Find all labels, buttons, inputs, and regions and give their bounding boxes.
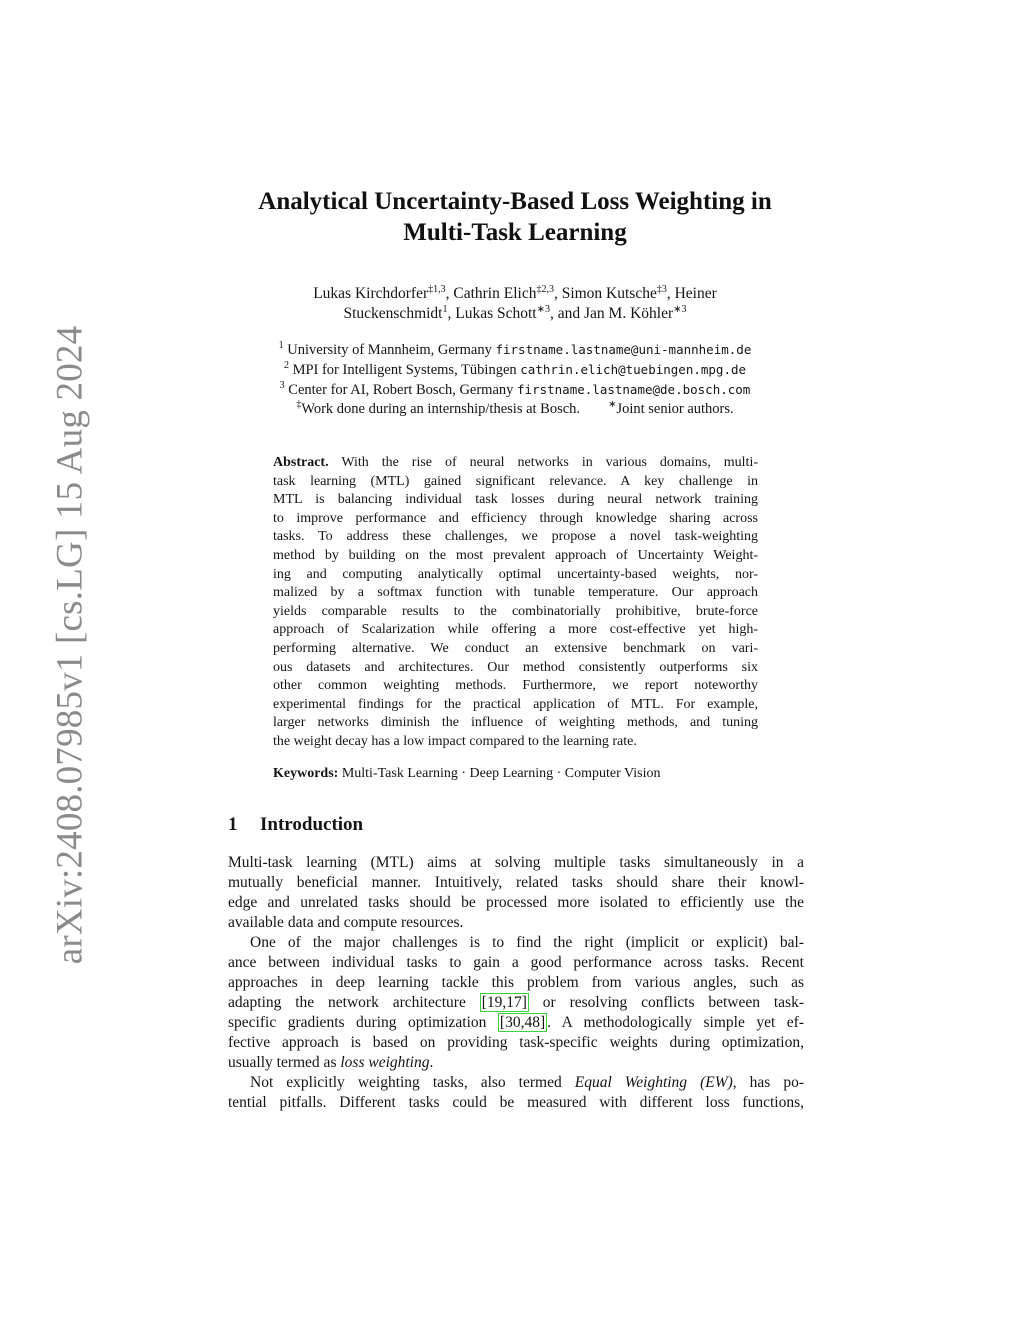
- body-line: approaches in deep learning tackle this problem from various angles, such as: [228, 974, 804, 991]
- keywords-text: Multi-Task Learning · Deep Learning · Computer Vision: [338, 766, 661, 781]
- abstract-line: performing alternative. We conduct an extensive benchmark on vari-: [273, 640, 758, 656]
- joint-authors-note: Joint senior authors.: [616, 401, 734, 417]
- section-title: Introduction: [260, 814, 364, 835]
- abstract-line: MTL is balancing individual task losses during neural network training: [273, 492, 758, 508]
- author-name: Lukas Kirchdorfer: [313, 285, 429, 302]
- body-line: adapting the network architecture [19,17] or resolving conflicts between task-: [228, 994, 804, 1011]
- title-line: Multi-Task Learning: [403, 219, 627, 246]
- paper-title: [200, 186, 830, 248]
- abstract: [273, 454, 758, 752]
- citation-link[interactable]: [19,17]: [481, 994, 527, 1011]
- abstract-line: task learning (MTL) gained significant relevance. A key challenge in: [273, 473, 758, 489]
- emphasis-term: loss weighting: [340, 1054, 430, 1071]
- author-notes: [230, 400, 800, 419]
- affiliation-email[interactable]: cathrin.elich@tuebingen.mpg.de: [520, 362, 747, 377]
- body-line: Multi-task learning (MTL) aims at solving multiple tasks simultaneously in a: [228, 854, 804, 871]
- affiliation-text: Center for AI, Robert Bosch, Germany: [284, 382, 518, 398]
- author-affil-mark: 1: [442, 303, 448, 315]
- section-number: 1: [228, 814, 238, 835]
- body-line: mutually beneficial manner. Intuitively, related tasks should share their knowl-: [228, 874, 804, 891]
- abstract-line: ing and computing analytically optimal uncertainty-based weights, nor-: [273, 566, 758, 582]
- note-mark: ‡: [296, 399, 302, 411]
- author-name: , Cathrin Elich: [445, 285, 537, 302]
- body-line: usually termed as loss weighting.: [228, 1054, 434, 1071]
- author-affil-mark: ‡2,3: [536, 283, 554, 295]
- body-line: ance between individual tasks to gain a good performance across tasks. Recent: [228, 954, 804, 971]
- author-line: [240, 304, 790, 324]
- affiliation-email[interactable]: firstname.lastname@de.bosch.com: [517, 382, 751, 397]
- author-line: [240, 284, 790, 304]
- keywords-label: Keywords:: [273, 766, 339, 781]
- author-name: , Lukas Schott: [447, 305, 537, 322]
- affiliation-line: [230, 340, 800, 360]
- body-line: fective approach is based on providing task-specific weights during optimization,: [228, 1034, 804, 1051]
- abstract-line: other common weighting methods. Furthermore, we report noteworthy: [273, 678, 758, 694]
- affiliation-line: [230, 380, 800, 400]
- abstract-line: approach of Scalarization while offering a more cost-effective yet high-: [273, 622, 758, 638]
- author-list: [240, 284, 790, 324]
- affiliation-list: [230, 340, 800, 419]
- note-mark: ∗: [608, 399, 617, 411]
- abstract-line: method by building on the most prevalent approach of Uncertainty Weight-: [273, 547, 758, 563]
- keywords: [273, 765, 773, 783]
- body-line: tential pitfalls. Different tasks could be measured with different loss functions,: [228, 1094, 804, 1111]
- internship-note: Work done during an internship/thesis at Bosch.: [301, 401, 581, 417]
- abstract-line: tasks. To address these challenges, we propose a novel task-weighting: [273, 529, 758, 545]
- author-affil-mark: ∗3: [673, 303, 687, 315]
- affiliation-mark: 1: [278, 340, 284, 352]
- title-line: Analytical Uncertainty-Based Loss Weighting in: [258, 188, 772, 215]
- affiliation-text: MPI for Intelligent Systems, Tübingen: [288, 362, 521, 378]
- author-name: Stuckenschmidt: [343, 305, 443, 322]
- abstract-label: Abstract.: [273, 455, 329, 470]
- author-name: , Simon Kutsche: [553, 285, 657, 302]
- affiliation-text: University of Mannheim, Germany: [283, 342, 496, 358]
- body-line: Not explicitly weighting tasks, also termed Equal Weighting (EW), has po-: [250, 1074, 805, 1091]
- body-text: [228, 853, 804, 1113]
- abstract-line: malized by a softmax function with tunable temperature. Our approach: [273, 585, 758, 601]
- citation-link[interactable]: [30,48]: [499, 1014, 546, 1031]
- body-line: available data and compute resources.: [228, 914, 464, 931]
- abstract-line: ous datasets and architectures. Our method consistently outperforms six: [273, 659, 758, 675]
- author-name: , Heiner: [666, 285, 717, 302]
- abstract-line: larger networks diminish the influence of weighting methods, and tuning: [273, 715, 758, 731]
- abstract-line: the weight decay has a low impact compared to the learning rate.: [273, 733, 637, 749]
- arxiv-identifier-stamp: arXiv:2408.07985v1 [cs.LG] 15 Aug 2024: [49, 325, 91, 965]
- body-line: One of the major challenges is to find the right (implicit or explicit) bal-: [250, 934, 804, 951]
- author-affil-mark: ∗3: [536, 303, 551, 315]
- emphasis-term: Equal Weighting (EW): [574, 1074, 733, 1091]
- section-heading: [228, 814, 363, 836]
- abstract-line: experimental findings for the practical application of MTL. For example,: [273, 696, 758, 712]
- body-line: edge and unrelated tasks should be processed more isolated to efficiently use the: [228, 894, 804, 911]
- affiliation-email[interactable]: firstname.lastname@uni-mannheim.de: [495, 342, 752, 357]
- affiliation-line: [230, 360, 800, 380]
- author-affil-mark: ‡3: [656, 283, 667, 295]
- affiliation-mark: 3: [279, 380, 285, 392]
- author-affil-mark: ‡1,3: [428, 283, 446, 295]
- abstract-line: yields comparable results to the combinatorially prohibitive, brute-force: [273, 603, 758, 619]
- abstract-line: to improve performance and efficiency through knowledge sharing across: [273, 510, 758, 526]
- abstract-text: With the rise of neural networks in various domains, multi-: [328, 455, 758, 470]
- body-line: specific gradients during optimization [30,48] . A methodologically simple yet ef-: [228, 1014, 805, 1031]
- abstract-line: [273, 454, 758, 473]
- affiliation-mark: 2: [283, 360, 289, 372]
- author-name: , and Jan M. Köhler: [550, 305, 674, 322]
